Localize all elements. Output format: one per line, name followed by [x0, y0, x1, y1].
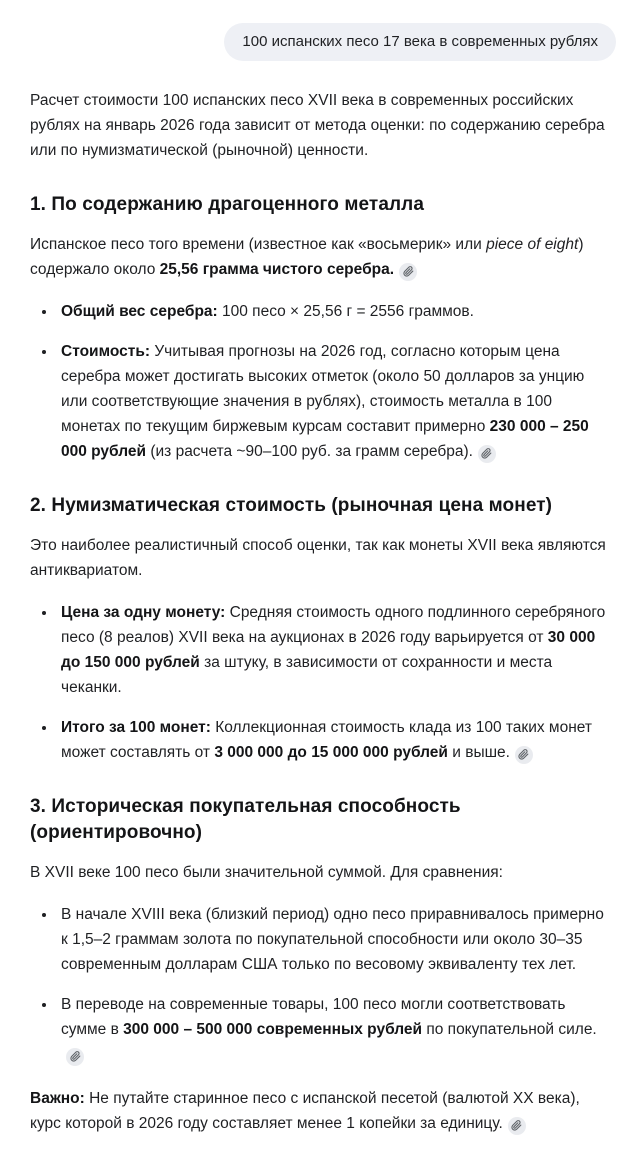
text: за штуку, в зависимости от сохранности и места чеканки. — [61, 654, 553, 696]
bold-text: Общий вес серебра: — [61, 303, 218, 320]
paragraph — [30, 232, 608, 282]
text: 100 песо × 25,56 г = 2556 граммов. — [217, 303, 474, 320]
citation-paperclip-icon[interactable] — [66, 1048, 84, 1066]
paragraph — [30, 860, 608, 885]
text: В XVII веке 100 песо были значительной суммой. Для сравнения: — [30, 864, 503, 881]
text: Коллекционная стоимость клада из 100 таких монет может составлять от — [61, 719, 592, 761]
bold-text: 3 000 000 до 15 000 000 рублей — [214, 744, 448, 761]
user-message-bubble: 100 испанских песо 17 века в современных рублях — [224, 23, 616, 61]
paragraph — [30, 1086, 608, 1136]
text: Расчет стоимости 100 испанских песо XVII века в современных российских рублях на январь 2026 года зависит от метода оценки: по содержанию серебра или по нумизматической (рыночной) ценности. — [30, 92, 605, 159]
text: (из расчета ~90–100 руб. за грамм серебра). — [146, 443, 473, 460]
bullet-item — [57, 339, 608, 464]
assistant-response — [0, 61, 636, 1169]
section-heading: 3. Историческая покупательная способность (ориентировочно) — [30, 796, 461, 843]
citation-paperclip-icon[interactable] — [515, 746, 533, 764]
bullet-item — [57, 600, 608, 700]
bold-text: 30 000 до 150 000 рублей — [61, 629, 596, 671]
text: В переводе на современные товары, 100 песо могли соответствовать сумме в — [61, 996, 566, 1038]
text: ) содержало около — [30, 236, 584, 278]
bold-text: Стоимость: — [61, 343, 151, 360]
citation-paperclip-icon[interactable] — [399, 263, 417, 281]
bullet-list — [30, 902, 608, 1067]
section-heading: 1. По содержанию драгоценного металла — [30, 194, 425, 215]
text: Средняя стоимость одного подлинного серебряного песо (8 реалов) XVII века на аукционах в 2026 году варьируется от — [61, 604, 606, 646]
paragraph — [30, 88, 608, 163]
citation-paperclip-icon[interactable] — [478, 445, 496, 463]
text: Испанское песо того времени (известное как «восьмерик» или — [30, 236, 487, 253]
citation-paperclip-icon[interactable] — [508, 1117, 526, 1135]
text: по покупательной силе. — [422, 1021, 597, 1038]
bullet-list — [30, 600, 608, 765]
bullet-list — [30, 299, 608, 464]
bold-text: Итого за 100 монет: — [61, 719, 211, 736]
text: Учитывая прогнозы на 2026 год, согласно которым цена серебра может достигать высоких отметок (около 50 долларов за унцию или соответствующие значения в рублях), стоимость металла в 100 монетах по текущим биржевым курсам составит примерно — [61, 343, 585, 435]
bold-text: Цена за одну монету: — [61, 604, 226, 621]
bullet-item — [57, 299, 608, 324]
user-message-row — [0, 0, 636, 61]
bold-text: 230 000 – 250 000 рублей — [61, 418, 589, 460]
text: и выше. — [447, 744, 510, 761]
text: Не путайте старинное песо с испанской песетой (валютой XX века), курс которой в 2026 году составляет менее 1 копейки за единицу. — [30, 1090, 580, 1132]
paragraph — [30, 533, 608, 583]
section-heading: 2. Нумизматическая стоимость (рыночная цена монет) — [30, 495, 553, 516]
bullet-item — [57, 992, 608, 1067]
text: В начале XVIII века (близкий период) одно песо приравнивалось примерно к 1,5–2 граммам золота по покупательной способности или около 30–35 современным долларам США только по весовому эквиваленту тех лет. — [61, 906, 604, 973]
text: Это наиболее реалистичный способ оценки, так как монеты XVII века являются антиквариатом. — [30, 537, 606, 579]
bold-text: 300 000 – 500 000 современных рублей — [123, 1021, 423, 1038]
bold-text: 25,56 грамма чистого серебра. — [159, 261, 395, 278]
italic-text: piece of eight — [486, 236, 579, 253]
bullet-item — [57, 902, 608, 977]
bold-text: Важно: — [30, 1090, 85, 1107]
bullet-item — [57, 715, 608, 765]
